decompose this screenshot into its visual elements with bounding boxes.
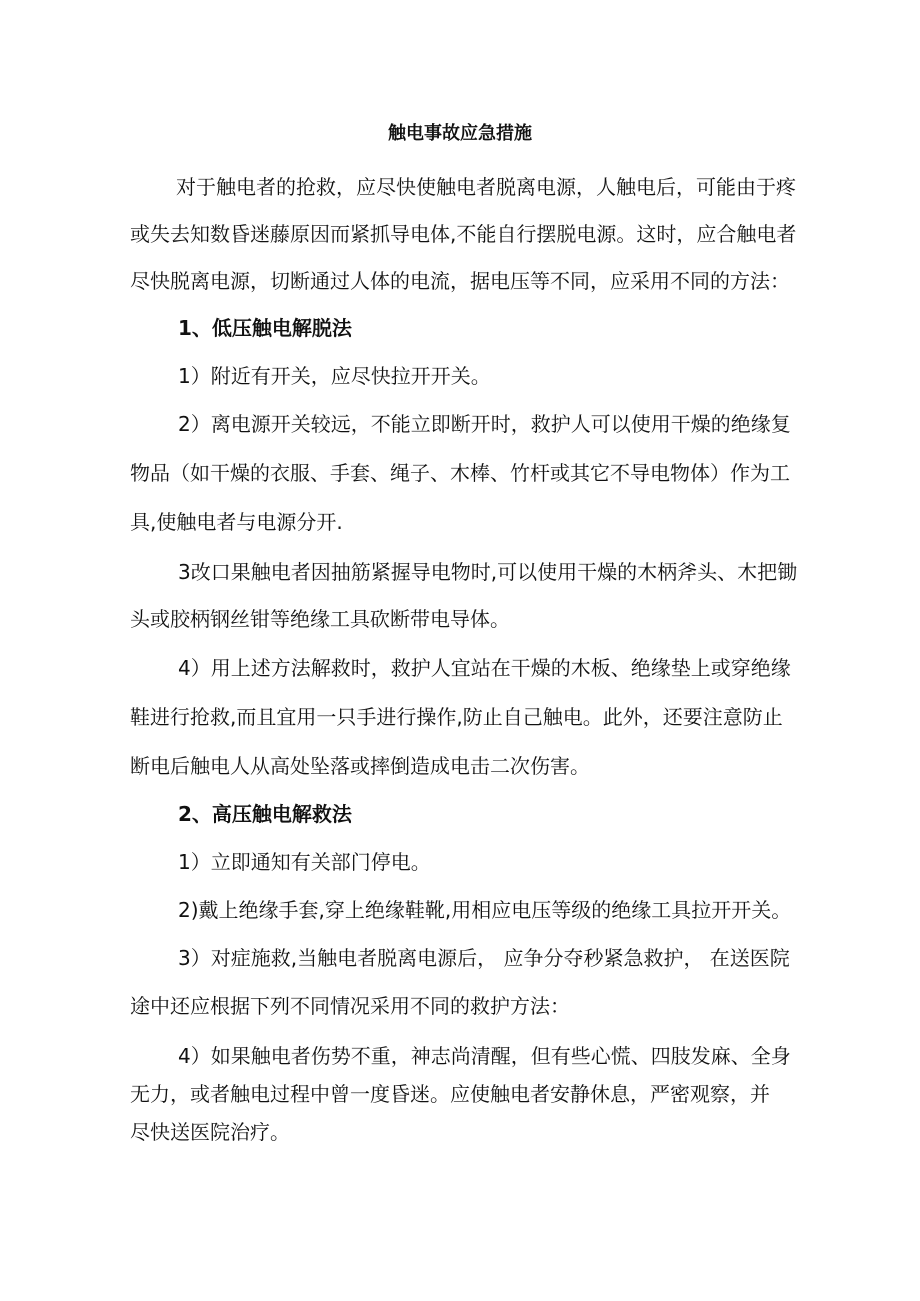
intro-line-3: 尽快脱离电源，切断通过人体的电流，据电压等不同，应采用不同的方法： xyxy=(130,269,790,293)
low-voltage-item-3-line-2: 头或胶柄钢丝钳等绝缘工具砍断带电导体。 xyxy=(130,607,510,631)
intro-line-1: 对于触电者的抢救，应尽快使触电者脱离电源，人触电后，可能由于疼 xyxy=(176,175,796,199)
low-voltage-item-4-line-3: 断电后触电人从高处坠落或摔倒造成电击二次伤害。 xyxy=(130,754,590,778)
low-voltage-item-2-line-2: 物品（如干燥的衣服、手套、绳子、木棒、竹杆或其它不导电物体）作为工 xyxy=(130,461,790,485)
intro-line-2: 或失去知数昏迷藤原因而紧抓导电体,不能自行摆脱电源。这时，应合触电者 xyxy=(130,222,797,246)
high-voltage-item-4-line-2: 无力，或者触电过程中曾一度昏迷。应使触电者安静休息，严密观察，并 xyxy=(130,1082,770,1106)
low-voltage-item-3-line-1: 3改口果触电者因抽筋紧握导电物时,可以使用干燥的木柄斧头、木把锄 xyxy=(178,560,798,584)
high-voltage-item-2-line-1: 2)戴上绝缘手套,穿上绝缘鞋靴,用相应电压等级的绝缘工具拉开开关。 xyxy=(178,898,792,922)
high-voltage-item-3-line-1: 3）对症施救,当触电者脱离电源后， 应争分夺秒紧急救护， 在送医院 xyxy=(178,946,790,970)
low-voltage-item-2-line-3: 具,使触电者与电源分开. xyxy=(130,510,343,534)
section-heading-high-voltage: 2、高压触电解救法 xyxy=(178,802,352,826)
high-voltage-item-3-line-2: 途中还应根据下列不同情况采用不同的救护方法： xyxy=(130,994,570,1018)
high-voltage-item-1-line-1: 1）立即通知有关部门停电。 xyxy=(178,850,431,874)
low-voltage-item-1-line-1: 1）附近有开关，应尽快拉开开关。 xyxy=(178,364,491,388)
low-voltage-item-4-line-2: 鞋进行抢救,而且宜用一只手进行操作,防止自己触电。此外，还要注意防止 xyxy=(130,705,783,729)
low-voltage-item-4-line-1: 4）用上述方法解救时，救护人宜站在干燥的木板、绝缘垫上或穿绝缘 xyxy=(178,656,791,680)
high-voltage-item-4-line-3: 尽快送医院治疗。 xyxy=(130,1120,290,1144)
document-title: 触电事故应急措施 xyxy=(388,123,532,144)
low-voltage-item-2-line-1: 2）离电源开关较远，不能立即断开时，救护人可以使用干燥的绝缘复 xyxy=(178,412,791,436)
section-heading-low-voltage: 1、低压触电解脱法 xyxy=(178,316,352,340)
high-voltage-item-4-line-1: 4）如果触电者伤势不重，神志尚清醒，但有些心慌、四肢发麻、全身 xyxy=(178,1044,791,1068)
